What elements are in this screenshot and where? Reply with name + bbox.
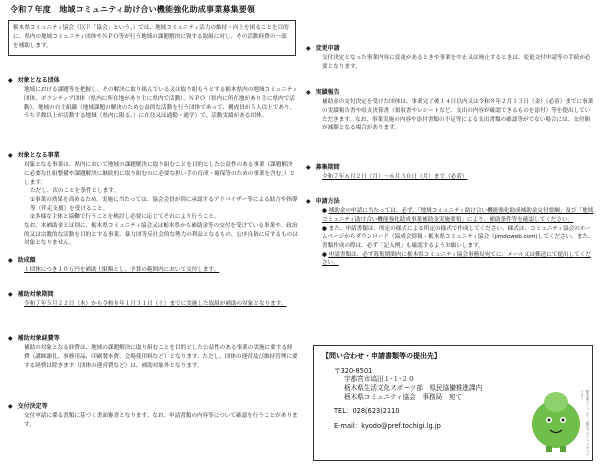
section-body: 対象となる事業は、県内において地域の課題解決に取り組むことを目的とした公益性のある事業（課題解決に必要な仕組整備や課題解決に継続的に取り組むのに必要な担い手の育成・確保等のための事業を含む。）とします。 <box>24 162 296 186</box>
section-report <box>306 88 594 133</box>
page-title: 令和７年度 地域コミュニティ助け合い機能強化助成事業募集要領 <box>10 5 256 14</box>
method-item-text: 申請書類は、必ず募集期間内に栃木県コミュニティ協会事務局宛てに、メール又は郵送にて提出してください。 <box>322 251 591 267</box>
section-decision <box>8 402 298 430</box>
section-method <box>306 197 594 268</box>
diamond-bullet-icon: ◆ <box>8 335 13 342</box>
section-title: 補助対象経費等 <box>17 335 60 342</box>
section-title: 実績報告 <box>315 89 340 96</box>
intro-box: 栃木県コミュニティ協会（以下「協会」という。）では、地域コミュニティ活力の維持・向上を図ることを目的に、県内の地域コミュニティ団体やＮＰＯ等が行う地域の課題解決に資する取組に対し、その活動経費の一部を補助します。 <box>8 20 296 56</box>
section-title: 変更申請 <box>315 45 340 52</box>
section-body: １団体につき１０万円を補助上限額とし、予算の範囲内において交付します。 <box>24 267 220 274</box>
section-body: 地域における課題等を把握し、その解決に取り組んでいる又は取り組もうとする栃木県内の地域コミュニティ団体、ボランティア団体（県内に所在地があり主に県内で活動）、ＮＰＯ（県内に所在地があり主に県内で活動）、地域の自主組織（地域課題の解決のため公益的な活動を行う団体であって、構成員が５人以上であり、うち半数以上が活動する地域（県内に限る。）に在住又は通勤・通学）で、活動実績がある団体。 <box>24 87 298 120</box>
method-item: ● 申請書類は、必ず募集期間内に栃木県コミュニティ協会事務局宛てに、メール又は郵送にて提出してください。 <box>322 251 591 267</box>
section-target-project <box>8 151 298 248</box>
section-body: 補助金の交付決定を受けた団体は、事業完了後１４日以内又は令和８年２月１３日（金）（必着）までに事業の実績報告書や収支決算書（領収書やレシートなど、支出の内容が確認できるものを添付）等を提出していただきます。なお、事業実施の内容や添付書類の不足等による支出書類の確認等がでない場合には、交付額が減額となる場合があります。 <box>322 99 594 132</box>
telephone: TEL：028(623)2110 <box>334 407 400 416</box>
address: 宇都宮市塙田１-１-２０ <box>344 375 415 384</box>
diamond-bullet-icon: ◆ <box>306 198 311 205</box>
diamond-bullet-icon: ◆ <box>8 77 13 84</box>
contact-title: 【問い合わせ・申請書類等の提出先】 <box>322 352 441 360</box>
section-expenses <box>8 334 298 370</box>
diamond-bullet-icon: ◆ <box>8 257 13 264</box>
section-title: 対象となる団体 <box>17 77 60 84</box>
diamond-bullet-icon: ◆ <box>306 164 311 171</box>
section-title: 対象となる事業 <box>17 152 60 159</box>
section-title: 申請方法 <box>315 198 340 205</box>
section-change <box>306 44 594 72</box>
section-title: 補助対象期間 <box>17 291 54 298</box>
diamond-bullet-icon: ◆ <box>306 89 311 96</box>
section-body: 令和７年５月２２日（木）から令和８年１月３１日（土）までに実施した取組が補助の対象となります。 <box>24 301 287 308</box>
section-body: なお、本補助金とは別に、栃木県コミュニティ協会又は栃木県から補助金等の交付を受けている事業や、政治的又は宗教的な活動を目的とする事業、暴力団等反社会的な勢力の利益となるもの、公序良俗に反するものは対象となりません。 <box>24 222 298 247</box>
section-body: ただし、次のことを条件とします。 <box>30 188 120 195</box>
postal-code: 〒320-8501 <box>334 366 373 375</box>
method-item-text: 補助金の申請に当たっては、必ず、「地域コミュニティ助け合い機能強化助成補助金交付要綱」及び「地域コミュニティ助け合い機能強化助成事業補助金実施要領」により、補助条件等を確認してください。 <box>322 208 594 223</box>
section-body: 交付申請に係る書類に基づく書面審査となります。なお、申請書類の内容等について確認を行うことがあります。 <box>24 413 298 428</box>
condition-item: ①事業の効果を高めるため、実施に当たっては、協会会員が別に承認するアドバイザー等による助言や指導等（伴走支援）を受けること。 <box>30 196 298 212</box>
section-target-org <box>8 76 298 121</box>
section-body: 補助の対象となる経費は、地域の課題解決に取り組むことを目的とした公益性のある事業の実施に要する経費（講師謝礼、事務用品、印刷製本費、会場使用料など）となります。ただし、団体の運営及び維持管理に要する経費は除きます（団体の運営費など）は、補助対象外となります。 <box>24 345 298 369</box>
email[interactable]: E-mail：kyodo@pref.tochigi.lg.jp <box>334 421 441 430</box>
section-title: 助成額 <box>17 257 36 264</box>
diamond-bullet-icon: ◆ <box>8 152 13 159</box>
section-title: 交付決定等 <box>17 403 48 410</box>
mascot-caption: 栃木県コミュニティ協会マスコットキャラクター <box>580 390 590 457</box>
section-recruit <box>306 163 594 182</box>
mascot-icon <box>526 384 586 454</box>
section-body: 交付決定となった事業内容に変更があるときや事業を中止又は廃止するときは、変更交付申請等の手続が必要となります。 <box>322 55 591 70</box>
condition-item: ②多様な主体と協働で行うことを検討し必要に応じてそれにより行うこと。 <box>30 214 220 221</box>
diamond-bullet-icon: ◆ <box>8 403 13 410</box>
section-body: 令和７年６月２日（月）～６月３０日（月）まで（必着） <box>322 174 468 181</box>
method-item: ● また、申請書類は、所定の様式による所定の様式で作成してください。様式は、コミュニティ協会のホームページからダウンロード（協成会情報 - 栃木県コミュニティ協会（jimdoweb.com)してください。また、書類作成の際は、必ず「記入例」も確認するようお願いします。 <box>322 225 594 249</box>
diamond-bullet-icon: ◆ <box>8 291 13 298</box>
contact-box <box>313 345 593 461</box>
section-amount <box>8 256 298 275</box>
method-item-text: また、申請書類は、所定の様式による所定の様式で作成してください。様式は、コミュニティ協会のホームページからダウンロード（協成会情報 - 栃木県コミュニティ協会（jimdoweb.com)してください。また、書類作成の際は、必ず「記入例」も確認するようお願いします。 <box>322 225 594 249</box>
section-period <box>8 290 298 309</box>
office-line-1: 栃木県生活文化スポーツ部 県民協働推進課内 <box>344 383 483 392</box>
office-line-2: 栃木県コミュニティ協会 事務局 宛て <box>344 392 463 401</box>
method-item: ● 補助金の申請に当たっては、必ず、「地域コミュニティ助け合い機能強化助成補助金交付要綱」及び「地域コミュニティ助け合い機能強化助成事業補助金実施要領」により、補助条件等を確認してください。 <box>322 208 594 223</box>
diamond-bullet-icon: ◆ <box>306 45 311 52</box>
section-title: 募集期間 <box>315 164 340 171</box>
